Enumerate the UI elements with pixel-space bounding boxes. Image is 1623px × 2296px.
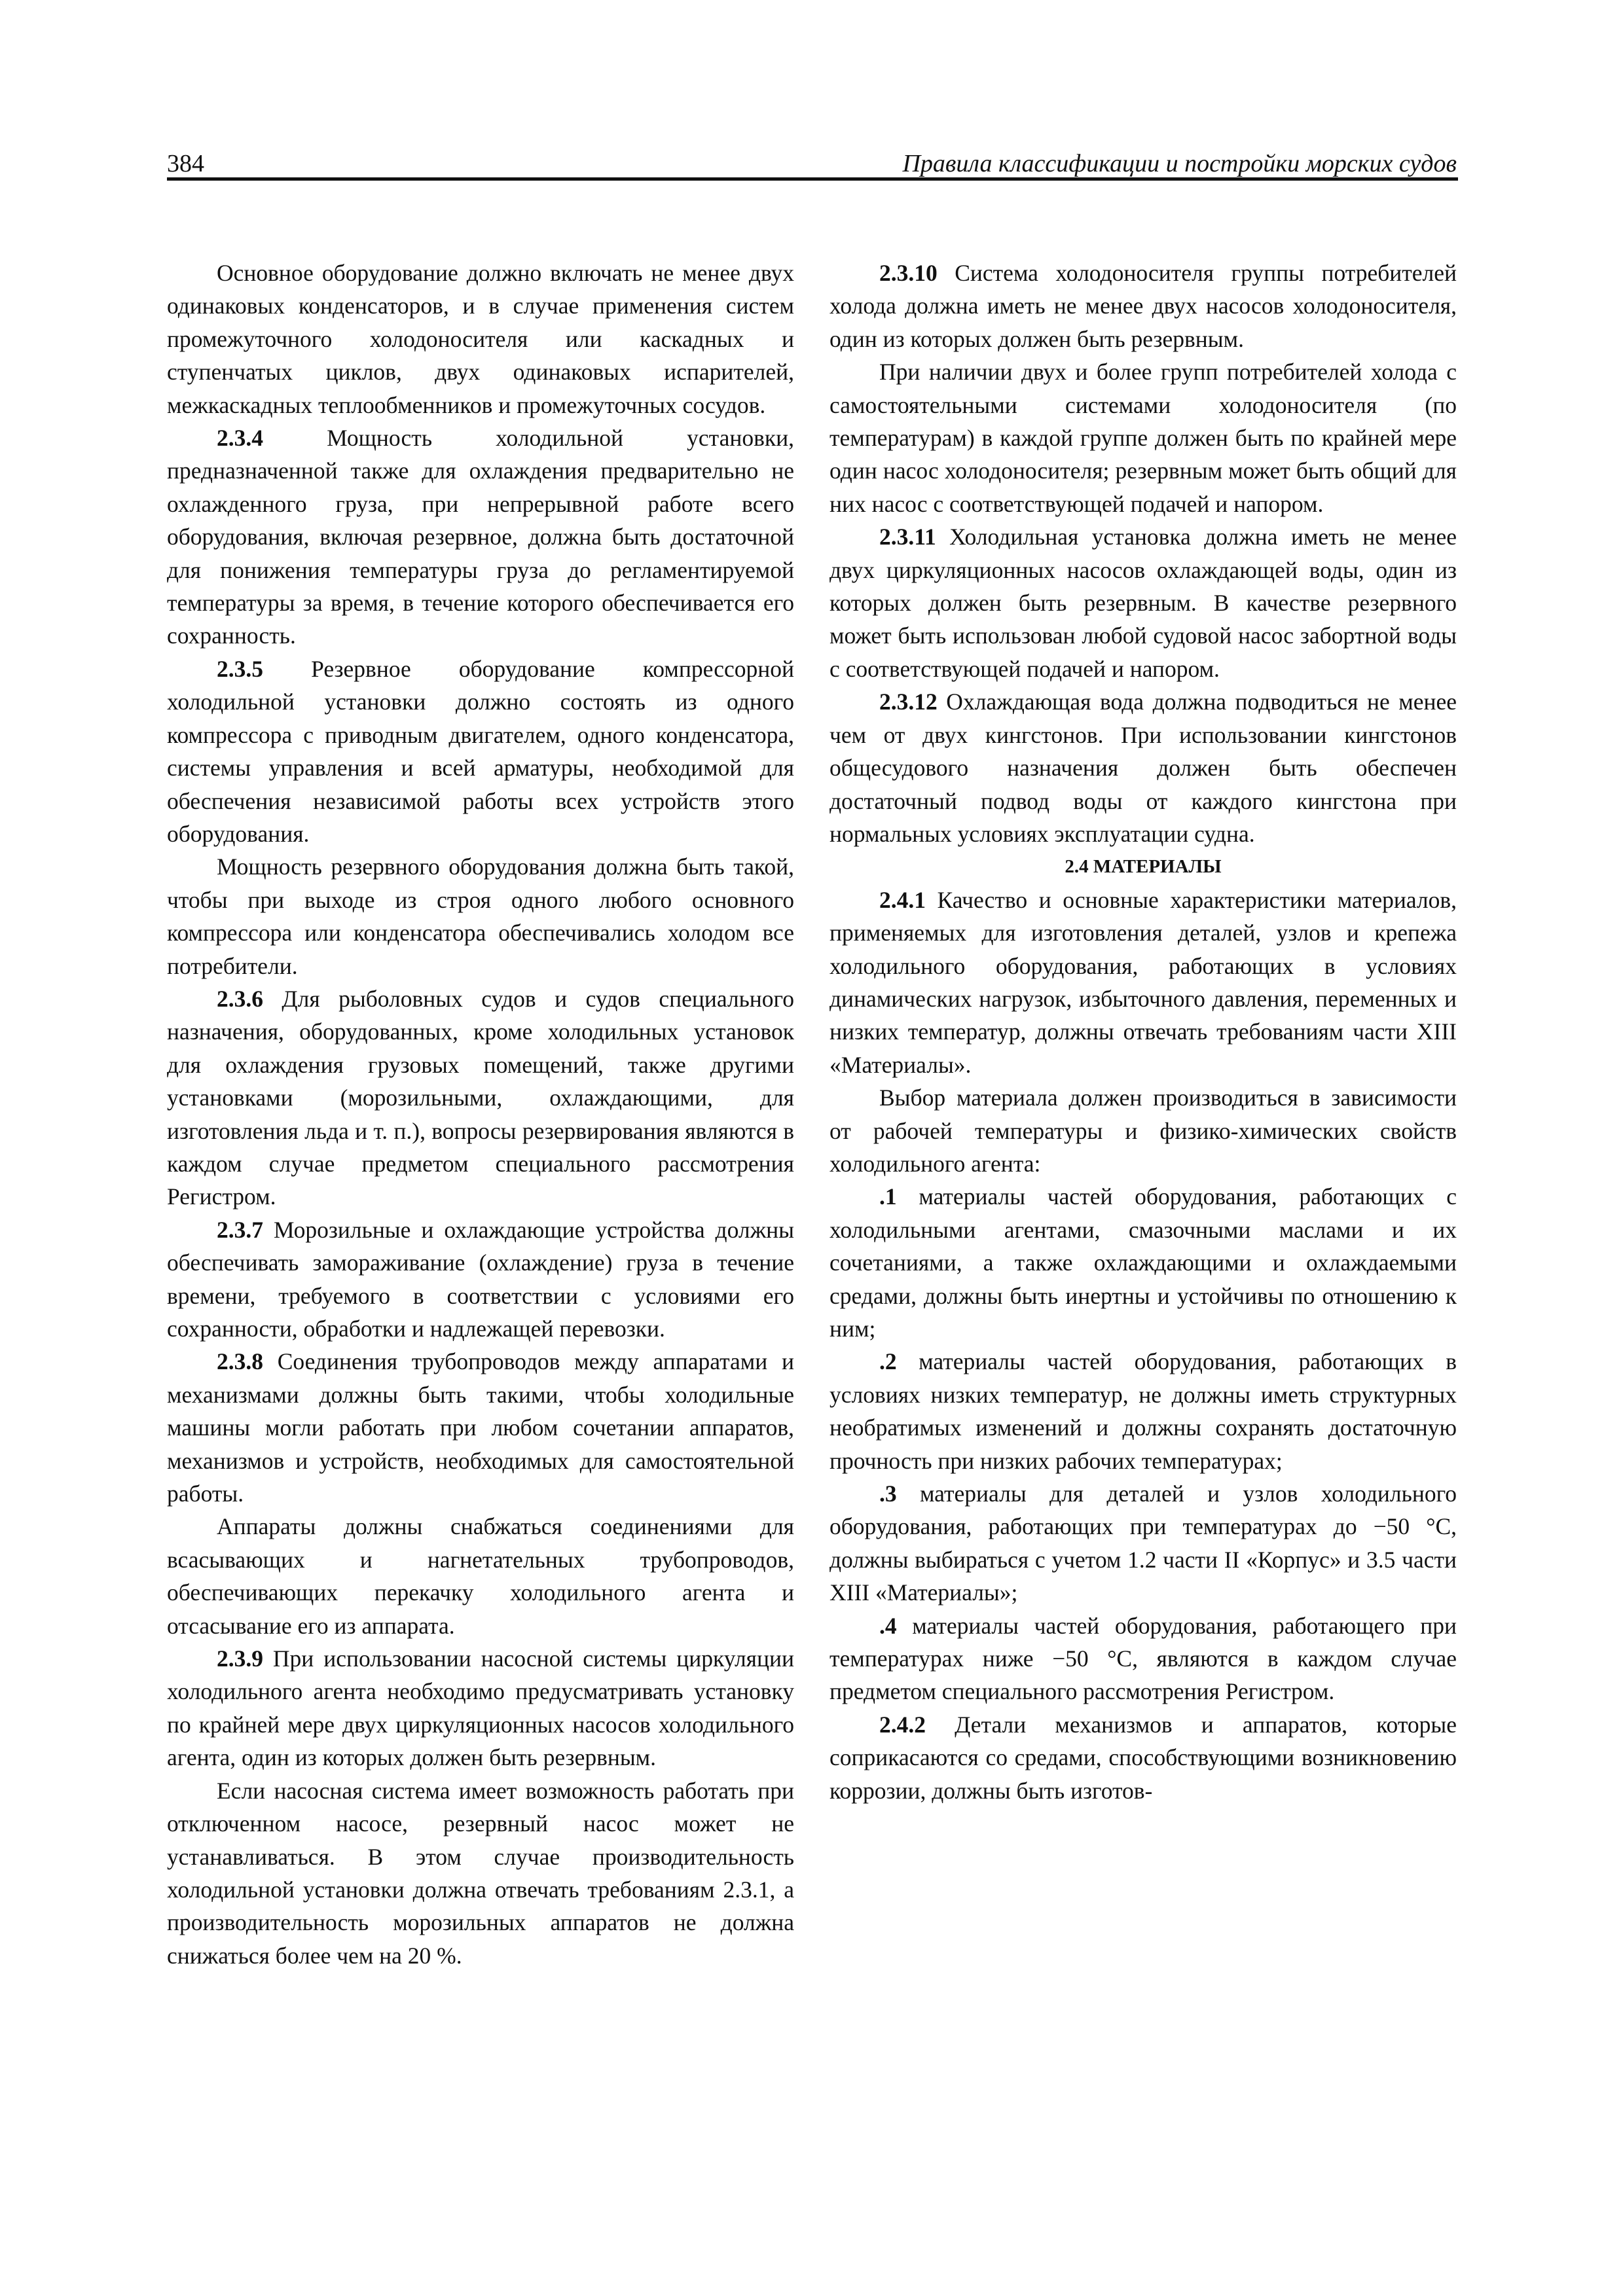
paragraph: 2.3.7 Морозильные и охлаждающие устройства должны обеспечивать замораживание (охлаждение) груза в течение времени, требуемого в соответствии с условиями его сохранности, обработки и надлежащей перевозки. <box>167 1216 794 1342</box>
paragraph: Основное оборудование должно включать не менее двух одинаковых конденсаторов, и в случае применения систем промежуточного холодоносителя или каскадных и ступенчатых циклов, двух одинаковых испарителей, межкаскадных теплообменников и промежуточных сосудов. <box>167 260 794 418</box>
paragraph: 2.3.6 Для рыболовных судов и судов специального назначения, оборудованных, кроме холодильных установок для охлаждения грузовых помещений, также другими установками (морозильными, охлаждающими, для изготовления льда и т. п.), вопросы резервирования являются в каждом случае предметом специального рассмотрения Регистром. <box>167 985 794 1210</box>
paragraph: 2.4.1 Качество и основные характеристики материалов, применяемых для изготовления деталей, узлов и крепежа холодильного оборудования, работающих в условиях динамических нагрузок, избыточного давления, переменных и низких температур, должны отвечать требованиям части XIII «Материалы». <box>830 886 1457 1078</box>
paragraph: 2.3.8 Соединения трубопроводов между аппаратами и механизмами должны быть такими, чтобы холодильные машины могли работать при любом сочетании аппаратов, механизмов и устройств, необходимых для самостоятельной работы. <box>167 1348 794 1507</box>
paragraph: 2.4.2 Детали механизмов и аппаратов, которые соприкасаются со средами, способствующими возникновению коррозии, должны быть изготов- <box>830 1711 1457 1804</box>
paragraph: 2.3.12 Охлаждающая вода должна подводиться не менее чем от двух кингстонов. При использовании кингстонов общесудового назначения должен быть обеспечен достаточный подвод воды от каждого кингстона при нормальных условиях эксплуатации судна. <box>830 689 1457 847</box>
paragraph: 2.3.10 Система холодоносителя группы потребителей холода должна иметь не менее двух насосов холодоносителя, один из которых должен быть резервным. <box>830 260 1457 352</box>
page-header <box>167 143 1457 182</box>
list-item: .2 материалы частей оборудования, работающих в условиях низких температур, не должны иметь структурных необратимых изменений и должны сохранять достаточную прочность при низких рабочих температурах; <box>830 1348 1457 1474</box>
list-item: .4 материалы частей оборудования, работающего при температурах ниже −50 °С, являются в каждом случае предметом специального рассмотрения Регистром. <box>830 1612 1457 1705</box>
paragraph: При наличии двух и более групп потребителей холода с самостоятельными системами холодоносителя (по температурам) в каждой группе должен быть по крайней мере один насос холодоносителя; резервным может быть общий для них насос с соответствующей подачей и напором. <box>830 359 1457 517</box>
paragraph: Если насосная система имеет возможность работать при отключенном насосе, резервный насос может не устанавливаться. В этом случае производительность холодильной установки должна отвечать требованиям 2.3.1, а производительность морозильных аппаратов не должна снижаться более чем на 20 %. <box>167 1777 794 1969</box>
paragraph: 2.3.5 Резервное оборудование компрессорной холодильной установки должно состоять из одного компрессора с приводным двигателем, одного конденсатора, системы управления и всей арматуры, необходимой для обеспечения независимой работы всех устройств этого оборудования. <box>167 655 794 847</box>
section-heading: 2.4 МАТЕРИАЛЫ <box>1065 856 1222 878</box>
page-number: 384 <box>167 150 204 177</box>
paragraph: 2.3.4 Мощность холодильной установки, предназначенной также для охлаждения предварительно не охлажденного груза, при непрерывной работе всего оборудования, включая резервное, должна быть достаточной для понижения температуры груза до регламентируемой температуры за время, в течение которого обеспечивается его сохранность. <box>167 425 794 649</box>
right-column <box>830 257 1457 1807</box>
header-rule <box>167 177 1458 181</box>
running-title: Правила классификации и постройки морских судов <box>902 150 1457 177</box>
paragraph: Мощность резервного оборудования должна быть такой, чтобы при выходе из строя одного любого основного компрессора или конденсатора обеспечивались холодом все потребители. <box>167 853 794 979</box>
list-item: .1 материалы частей оборудования, работающих с холодильными агентами, смазочными маслами и их сочетаниями, а также охлаждающими и охлаждаемыми средами, должны быть инертны и устойчивы по отношению к ним; <box>830 1183 1457 1342</box>
paragraph: Выбор материала должен производиться в зависимости от рабочей температуры и физико-химических свойств холодильного агента: <box>830 1085 1457 1177</box>
left-column <box>167 257 794 1972</box>
list-item: .3 материалы для деталей и узлов холодильного оборудования, работающих при температурах до −50 °С, должны выбираться с учетом 1.2 части II «Корпус» и 3.5 части XIII «Материалы»; <box>830 1480 1457 1606</box>
paragraph: 2.3.9 При использовании насосной системы циркуляции холодильного агента необходимо предусматривать установку по крайней мере двух циркуляционных насосов холодильного агента, один из которых должен быть резервным. <box>167 1645 794 1771</box>
paragraph: Аппараты должны снабжаться соединениями для всасывающих и нагнетательных трубопроводов, обеспечивающих перекачку холодильного агента и отсасывание его из аппарата. <box>167 1513 794 1639</box>
paragraph: 2.3.11 Холодильная установка должна иметь не менее двух циркуляционных насосов охлаждающей воды, один из которых должен быть резервным. В качестве резервного может быть использован любой судовой насос забортной воды с соответствующей подачей и напором. <box>830 524 1457 682</box>
